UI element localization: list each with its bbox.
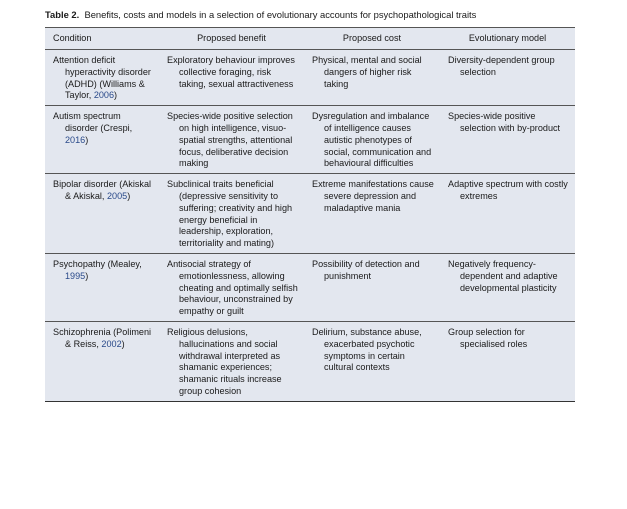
condition-cell <box>45 253 159 321</box>
header-condition: Condition <box>45 28 159 50</box>
cell-text: Possibility of detection and punishment <box>312 258 420 281</box>
condition-text: Schizophrenia (Polimeni & Reiss, <box>53 326 152 349</box>
model-cell <box>440 321 575 401</box>
condition-cell <box>45 50 159 106</box>
cost-cell <box>304 253 440 321</box>
model-cell <box>440 50 575 106</box>
citation-year-link[interactable]: 2002 <box>101 338 122 349</box>
cell-text: Physical, mental and social dangers of higher risk taking <box>312 55 422 89</box>
table-row <box>45 106 575 174</box>
table-row <box>45 253 575 321</box>
cell-text: Delirium, substance abuse, exacerbated psychotic symptoms in certain cultural contexts <box>312 326 422 373</box>
cost-cell <box>304 50 440 106</box>
benefit-cell <box>159 106 304 174</box>
condition-close: ) <box>114 90 118 101</box>
condition-text: Psychopathy (Mealey, <box>53 258 142 269</box>
cell-text: Religious delusions, hallucinations and social withdrawal interpreted as shamanic experiences; shamanic rituals increase group cohesion <box>167 326 282 396</box>
benefit-cell <box>159 50 304 106</box>
cell-text: Adaptive spectrum with costly extremes <box>448 179 568 201</box>
citation-year-link[interactable]: 2006 <box>93 90 115 101</box>
benefit-cell <box>159 174 304 254</box>
model-cell <box>440 253 575 321</box>
cell-text: Species-wide positive selection with by-product <box>448 111 561 133</box>
citation-year-link[interactable]: 1995 <box>65 270 86 281</box>
header-evolutionary-model: Evolutionary model <box>440 28 575 50</box>
table-caption-text: Benefits, costs and models in a selection of evolutionary accounts for psychopathological traits <box>84 9 477 20</box>
condition-text: Autism spectrum disorder (Crespi, <box>53 111 133 133</box>
table-label: Table 2. <box>45 9 80 20</box>
header-proposed-benefit: Proposed benefit <box>159 28 304 50</box>
benefit-cell <box>159 321 304 401</box>
benefit-cell <box>159 253 304 321</box>
cell-text: Antisocial strategy of emotionlessness, allowing cheating and optimally selfish behaviour, unconstrained by empathy or guilt <box>167 258 298 317</box>
condition-close: ) <box>85 270 89 281</box>
table-row <box>45 174 575 254</box>
header-row <box>45 28 575 50</box>
cell-text: Dysregulation and imbalance of intelligence causes autistic phenotypes of social, communication and behavioural difficulties <box>312 111 432 169</box>
condition-close: ) <box>85 134 89 145</box>
cell-text: Extreme manifestations cause severe depression and maladaptive mania <box>312 179 434 213</box>
condition-cell <box>45 321 159 401</box>
citation-year-link[interactable]: 2016 <box>65 134 86 145</box>
header-proposed-cost: Proposed cost <box>304 28 440 50</box>
model-cell <box>440 106 575 174</box>
model-cell <box>440 174 575 254</box>
table-row <box>45 321 575 401</box>
condition-text: Attention deficit hyperactivity disorder (ADHD) (Williams & Taylor, <box>53 55 151 101</box>
cell-text: Subclinical traits beneficial (depressive sensitivity to suffering; creativity and high energy beneficial in leadership, exploration, territoriality and mating) <box>167 179 293 249</box>
cell-text: Diversity-dependent group selection <box>448 55 555 77</box>
table-caption <box>45 9 476 20</box>
evolutionary-accounts-table <box>45 27 575 402</box>
cell-text: Exploratory behaviour improves collective foraging, risk taking, sexual attractiveness <box>167 55 295 89</box>
table-row <box>45 50 575 106</box>
cost-cell <box>304 174 440 254</box>
cost-cell <box>304 106 440 174</box>
cell-text: Negatively frequency-dependent and adaptive developmental plasticity <box>448 258 558 293</box>
condition-close: ) <box>121 338 125 349</box>
condition-close: ) <box>127 190 131 201</box>
cell-text: Group selection for specialised roles <box>448 326 528 349</box>
condition-cell <box>45 106 159 174</box>
cell-text: Species-wide positive selection on high intelligence, visuo-spatial strengths, attentional focus, deliberative decision making <box>167 111 293 169</box>
condition-text: Bipolar disorder (Akiskal & Akiskal, <box>53 179 152 201</box>
citation-year-link[interactable]: 2005 <box>106 190 128 201</box>
condition-cell <box>45 174 159 254</box>
cost-cell <box>304 321 440 401</box>
